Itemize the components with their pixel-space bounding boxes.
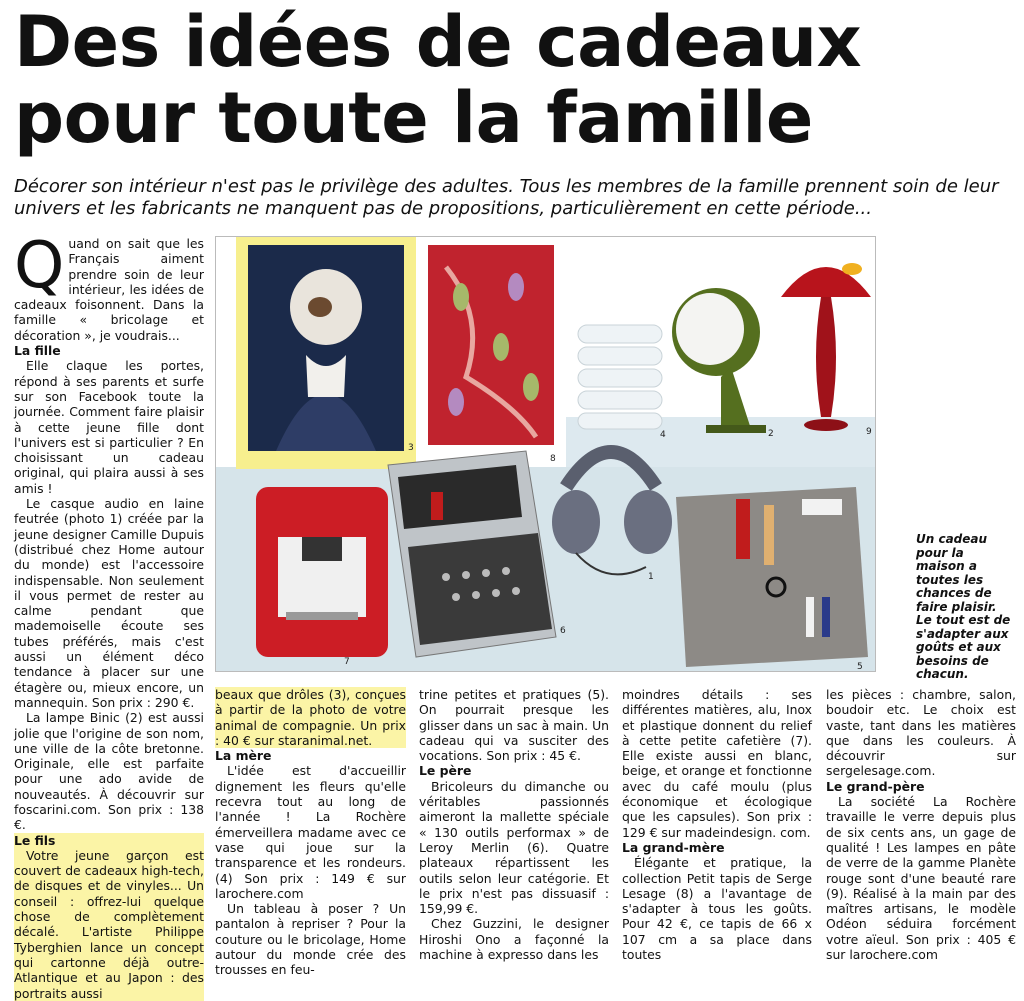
section-heading-grand-mere: La grand-mère	[622, 839, 725, 855]
paragraph: Un tableau à poser ? Un pantalon à repriser ? Pour la couture ou le bricolage, Home autour du monde crée des trousses en feu-	[215, 901, 406, 978]
paragraph-highlighted: beaux que drôles (3), conçues à partir de la photo de votre animal de compagnie. Un prix : 40 € sur staranimal.net.	[215, 687, 406, 748]
title-line-1: Des idées de cadeaux	[14, 1, 862, 83]
photo-number: 7	[344, 657, 350, 667]
vase-image	[578, 325, 662, 429]
photo-number: 5	[857, 662, 863, 671]
paragraph: Bricoleurs du dimanche ou véritables passionnés aimeront la mallette spéciale « 130 outils performax » de Leroy Merlin (6). Quatre plateaux répartissent les outils selon leur catégorie. Et le prix n'est pas dissuasif : 159,99 €.	[419, 778, 609, 917]
paragraph: Elle claque les portes, répond à ses parents et surfe sur son Facebook toute la journée. Comment faire plaisir à cette jeune fille dont l'univers est si particulier ? En choisissant un cadeau original, qui plaira aussi à ses amis !	[14, 358, 204, 496]
paragraph: Le casque audio en laine feutrée (photo 1) créée par la jeune designer Camille Dupuis (distribué chez Home autour du monde) est l'accessoire indispensable. Non seulement il vous permet de rester au calme pendant que mademoiselle écoute ses tubes préférés, mais c'est aussi un élément déco tendance à placer sur une étagère ou, mieux encore, un mannequin. Son prix : 290 €.	[14, 496, 204, 710]
section-heading-fils: Le fils	[14, 832, 56, 848]
photo-caption: Un cadeau pour la maison a toutes les chances de faire plaisir. Le tout est de s'adapter aux goûts et aux besoins de chacun.	[916, 532, 1011, 681]
paragraph	[14, 229, 204, 343]
product-photo-collage	[215, 236, 876, 672]
rug-image	[428, 245, 554, 445]
article-column-5	[826, 687, 1016, 962]
paragraph: Chez Guzzini, le designer Hiroshi Ono a façonné la machine à expresso dans les	[419, 916, 609, 963]
section-heading-pere: Le père	[419, 763, 472, 779]
photo-number: 4	[660, 430, 666, 440]
coffee-machine-image	[256, 487, 388, 657]
dog-portrait-image	[236, 237, 416, 469]
highlighted-block	[14, 833, 204, 1001]
felt-tool-pouch-image	[676, 487, 868, 667]
collage-svg	[216, 237, 875, 671]
paragraph: les pièces : chambre, salon, boudoir etc. Le choix est vaste, tant dans les matières que dans les couleurs. À découvrir sur sergelesage.com.	[826, 687, 1016, 779]
paragraph: trine petites et pratiques (5). On pourrait presque les glisser dans un sac à main. Un cadeau qui va susciter des vocations. Son prix : 45 €.	[419, 687, 609, 764]
paragraph: La société La Rochère travaille le verre depuis plus de six cents ans, un gage de qualité ! Les lampes en pâte de verre de la gamme Planète rouge sont d'une beauté rare (9). Réalisé à la main par des maîtres artisans, le modèle Odéon séduira forcément votre aïeul. Son prix : 405 € sur larochere.com	[826, 794, 1016, 963]
drop-cap: Q	[14, 229, 65, 303]
photo-number: 9	[866, 427, 872, 437]
title-line-2: pour toute la famille	[14, 77, 813, 159]
photo-number: 1	[648, 572, 654, 582]
article-intro: Décorer son intérieur n'est pas le privilège des adultes. Tous les membres de la famille prennent soin de leur univers et les fabricants ne manquent pas de propositions, particulièrement en cette période...	[14, 176, 999, 219]
article-title	[14, 1, 1014, 159]
photo-number: 6	[560, 626, 566, 636]
paragraph: L'idée est d'accueillir dignement les fleurs qu'elle recevra tout au long de l'année ! La Rochère émerveillera madame avec ce vase qui joue sur la transparence et les rondeurs. (4) Son prix : 149 € sur larochere.com	[215, 763, 406, 901]
paragraph: La lampe Binic (2) est aussi jolie que l'origine de son nom, une ville de la côte bretonne. Originale, elle est parfaite pour une ado avide de nouveautés. À découvrir sur foscarini.com. Son prix : 138 €.	[14, 710, 204, 833]
toolbox-image	[388, 451, 556, 657]
paragraph-text: uand on sait que les Français aiment prendre soin de leur intérieur, les idées de cadeaux foisonnent. Dans la famille « bricolage et décoration », je voudrais...	[14, 236, 204, 343]
section-heading-mere: La mère	[215, 748, 272, 764]
section-heading-fille: La fille	[14, 343, 61, 359]
photo-number: 8	[550, 454, 556, 464]
article-column-3	[419, 687, 609, 962]
paragraph: moindres détails : ses différentes matières, alu, Inox et plastique donnent du relief à cette petite cafetière (7). Elle existe aussi en blanc, beige, et orange et fonctionne avec du café moulu (plus économique et écologique que les capsules). Son prix : 129 € sur madeindesign. com.	[622, 687, 812, 840]
article-column-4	[622, 687, 812, 962]
article-column-2	[215, 687, 406, 978]
article-column-1	[14, 229, 204, 1001]
photo-number: 2	[768, 429, 774, 439]
paragraph: Votre jeune garçon est couvert de cadeaux high-tech, de disques et de vinyles... Un conseil : offrez-lui quelque chose de complètement décalé. L'artiste Philippe Tyberghien lance un concept qui cartonne déjà outre-Atlantique et au Japon : des portraits aussi	[14, 847, 204, 1001]
paragraph: Élégante et pratique, la collection Petit tapis de Serge Lesage (8) a l'avantage de s'adapter à tous les goûts. Pour 42 €, ce tapis de 66 x 107 cm a sa place dans toutes	[622, 855, 812, 963]
section-heading-grand-pere: Le grand-père	[826, 778, 925, 794]
photo-number: 3	[408, 443, 414, 453]
